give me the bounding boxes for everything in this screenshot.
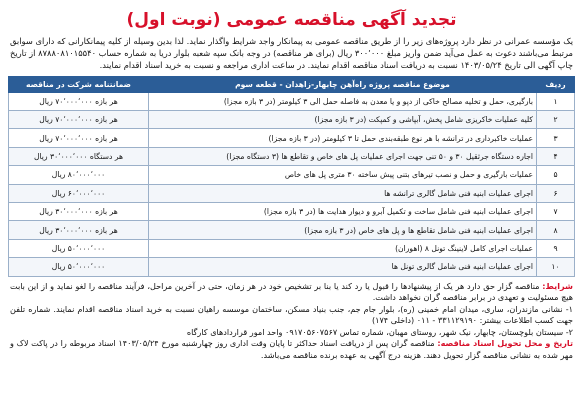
row-idx: ۹ [537, 239, 575, 257]
tender-table [8, 76, 575, 277]
note-address-1 [10, 304, 573, 327]
note-text: مناقصه گزار حق دارد هر یک از پیشنهادها را قبول یا رد کند یا بنا بر تشخیص خود در هر زمان، حتی در آخرین مراحل، فرآیند مناقصه را لغو نماید و از این بابت هیچ مسئولیت و تعهدی در برابر مناقصه گران نخواهد داشت. [10, 280, 573, 303]
note-text: مناقصه گران پس از دریافت اسناد حداکثر تا پایان وقت اداری روز چهارشنبه مورخ ۱۴۰۳/۰۵/۲۴ اسناد مربوطه را در پاکت لاک و مهر شده به نشانی مناقصه گزار تحویل دهند. هزینه درج آگهی به عهده برنده مناقصه می‌باشد. [10, 338, 573, 361]
table-row [9, 221, 575, 239]
row-title: بارگیری، حمل و تخلیه مصالح خاکی از دپو و یا معدن به فاصله حمل الی ۳ کیلومتر (در ۳ بازه مجزا) [149, 92, 537, 110]
row-idx: ۳ [537, 129, 575, 147]
row-idx: ۱۰ [537, 258, 575, 276]
row-fee: ۵۰٬۰۰۰٬۰۰۰ ریال [9, 239, 149, 257]
table-row [9, 258, 575, 276]
row-idx: ۶ [537, 184, 575, 202]
row-idx: ۲ [537, 111, 575, 129]
table-row [9, 129, 575, 147]
row-fee: هر دستگاه ۳۰٬۰۰۰٬۰۰۰ ریال [9, 147, 149, 165]
note-label: تاریخ و محل تحویل اسناد مناقصه: [437, 338, 574, 349]
row-title: کلیه عملیات خاکریزی شامل پخش، آبپاشی و کمپکت (در ۳ بازه مجزا) [149, 111, 537, 129]
row-idx: ۱ [537, 92, 575, 110]
ad-title: تجدید آگهی مناقصه عمومی (نوبت اول) [126, 10, 457, 30]
table-header-row [9, 76, 575, 92]
note-text: ۱- نشانی مازندران، ساری، میدان امام خمینی (ره)، بلوار جام جم، جنب بنیاد مسکن، ساختمان موسسه راهیان نسبت به خرید اسناد مناقصه اقدام نمایند. شماره تلفن جهت کسب اطلاعات بیشتر: ۳۳۱۱۲۹۱۹۰ - ۰۱۱ (داخلی ۱۷۴) [10, 303, 573, 326]
row-fee: هر بازه ۳۰٬۰۰۰٬۰۰۰ ریال [9, 202, 149, 220]
header-title: موضوع مناقصه پروژه راه‌آهن چابهار-زاهدان - قطعه سوم [149, 76, 537, 92]
row-fee: هر بازه ۷۰٬۰۰۰٬۰۰۰ ریال [9, 129, 149, 147]
table-row [9, 92, 575, 110]
table-row [9, 147, 575, 165]
table-row [9, 184, 575, 202]
table-body [9, 92, 575, 276]
row-fee: هر بازه ۳۰٬۰۰۰٬۰۰۰ ریال [9, 221, 149, 239]
table-row [9, 166, 575, 184]
row-title: اجاره دستگاه جرثقیل ۳۰ و ۵۰ تنی جهت اجرای عملیات پل های خاص و تقاطع ها (۳ دستگاه مجزا) [149, 147, 537, 165]
header-idx: ردیف [537, 76, 575, 92]
note-conditions [10, 281, 573, 304]
row-title: اجرای عملیات ابنیه فنی شامل گالری تونل ها [149, 258, 537, 276]
note-delivery [10, 338, 573, 361]
row-idx: ۵ [537, 166, 575, 184]
row-title: اجرای عملیات ابنیه فنی شامل گالری ترانشه ها [149, 184, 537, 202]
row-title: عملیات بارگیری و حمل و نصب تیرهای بتنی پیش ساخته ۳۰ متری پل های خاص [149, 166, 537, 184]
row-title: عملیات خاکبرداری در ترانشه با هر نوع طبقه‌بندی حمل تا ۳ کیلومتر (در ۳ بازه مجزا) [149, 129, 537, 147]
row-fee: هر بازه ۷۰٬۰۰۰٬۰۰۰ ریال [9, 111, 149, 129]
row-fee: ۵۰٬۰۰۰٬۰۰۰ ریال [9, 258, 149, 276]
row-title: عملیات اجرای کامل لاینینگ تونل ۸ (اهوران) [149, 239, 537, 257]
header-fee: ضمانتنامه شرکت در مناقصه [9, 76, 149, 92]
ad-intro: یک مؤسسه عمرانی در نظر دارد پروژه‌های زیر را از طریق مناقصه عمومی به پیمانکار واجد شرایط واگذار نماید. لذا بدین وسیله از کلیه پیمانکارانی که دارای سوابق مرتبط می‌باشند دعوت به عمل می‌آید ضمن واریز مبلغ ۳۰۰٬۰۰۰ ریال (برای هر مناقصه) در وجه بانک سپه شعبه بلوار دریا به شماره حساب ۸۷۸۸۰۸۱۰۱۵۵۴۰ از تاریخ چاپ آگهی الی تاریخ ۱۴۰۳/۰۵/۲۴ نسبت به دریافت اسناد مناقصه اقدام نمایند. در ساعت اداری مراجعه و نسبت به خرید اسناد اقدام نمایند. [10, 36, 573, 71]
row-idx: ۷ [537, 202, 575, 220]
row-idx: ۴ [537, 147, 575, 165]
row-fee: ۸۰٬۰۰۰٬۰۰۰ ریال [9, 166, 149, 184]
row-idx: ۸ [537, 221, 575, 239]
table-row [9, 239, 575, 257]
table-row [9, 111, 575, 129]
row-title: اجرای عملیات ابنیه فنی شامل تقاطع ها و پل های خاص (در ۳ بازه مجزا) [149, 221, 537, 239]
ad-notes [10, 281, 573, 362]
note-text: ۲- سیستان بلوچستان، چابهار، نیک شهر، روستای مهبان، شماره تماس ۰۹۱۷۰۵۶۰۷۵۶۷ واحد امور قراردادهای کارگاه [186, 326, 573, 337]
row-fee: هر بازه ۷۰٬۰۰۰٬۰۰۰ ریال [9, 92, 149, 110]
row-title: اجرای عملیات ابنیه فنی شامل ساخت و تکمیل آبرو و دیوار هدایت ها (در ۳ بازه مجزا) [149, 202, 537, 220]
note-label: شرایط: [542, 280, 573, 291]
note-address-2 [10, 327, 573, 339]
row-fee: ۶۰٬۰۰۰٬۰۰۰ ریال [9, 184, 149, 202]
table-row [9, 202, 575, 220]
